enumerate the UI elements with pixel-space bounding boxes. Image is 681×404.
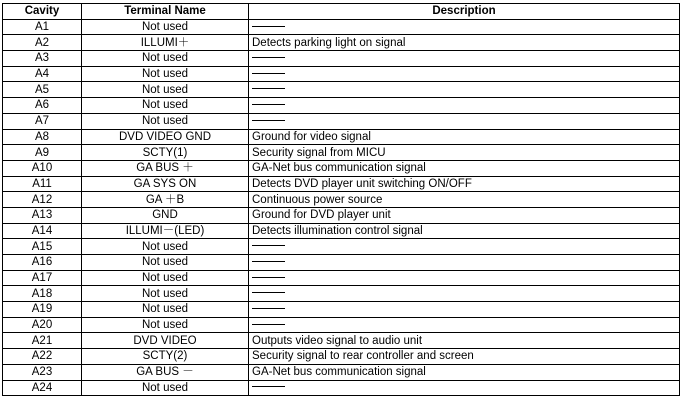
- description-cell: [249, 302, 680, 318]
- empty-dash: [252, 245, 285, 246]
- terminal-name-cell: Not used: [82, 51, 249, 67]
- cavity-cell: A13: [3, 207, 82, 223]
- empty-dash: [252, 386, 285, 387]
- description-cell: [249, 19, 680, 35]
- table-row: [3, 113, 680, 129]
- table-row: [3, 223, 680, 239]
- table-row: [3, 82, 680, 98]
- table-body: [3, 19, 680, 396]
- table-row: [3, 176, 680, 192]
- cavity-cell: A6: [3, 98, 82, 114]
- table-row: [3, 349, 680, 365]
- description-cell: [249, 317, 680, 333]
- terminal-name-cell: ILLUMI－(LED): [82, 223, 249, 239]
- cavity-cell: A5: [3, 82, 82, 98]
- empty-dash: [252, 57, 285, 58]
- description-cell: Detects DVD player unit switching ON/OFF: [249, 176, 680, 192]
- description-cell: Outputs video signal to audio unit: [249, 333, 680, 349]
- table-row: [3, 286, 680, 302]
- cavity-cell: A16: [3, 255, 82, 271]
- terminal-name-cell: ILLUMI＋: [82, 35, 249, 51]
- terminal-name-cell: GA ＋B: [82, 192, 249, 208]
- header-terminal-name: Terminal Name: [82, 4, 249, 20]
- description-cell: GA-Net bus communication signal: [249, 364, 680, 380]
- table-row: [3, 19, 680, 35]
- cavity-cell: A10: [3, 160, 82, 176]
- table-header: [3, 4, 680, 20]
- description-cell: Security signal from MICU: [249, 145, 680, 161]
- cavity-cell: A14: [3, 223, 82, 239]
- description-cell: [249, 82, 680, 98]
- cavity-cell: A4: [3, 66, 82, 82]
- terminal-name-cell: Not used: [82, 82, 249, 98]
- connector-pinout-table: [2, 3, 680, 396]
- terminal-name-cell: Not used: [82, 239, 249, 255]
- cavity-cell: A17: [3, 270, 82, 286]
- empty-dash: [252, 120, 285, 121]
- table-row: [3, 380, 680, 396]
- table-row: [3, 207, 680, 223]
- cavity-cell: A24: [3, 380, 82, 396]
- table-row: [3, 192, 680, 208]
- cavity-cell: A22: [3, 349, 82, 365]
- description-cell: Detects parking light on signal: [249, 35, 680, 51]
- empty-dash: [252, 324, 285, 325]
- cavity-cell: A7: [3, 113, 82, 129]
- table-row: [3, 270, 680, 286]
- description-cell: [249, 380, 680, 396]
- empty-dash: [252, 88, 285, 89]
- terminal-name-cell: Not used: [82, 98, 249, 114]
- table-row: [3, 255, 680, 271]
- empty-dash: [252, 26, 285, 27]
- terminal-name-cell: GND: [82, 207, 249, 223]
- table-row: [3, 129, 680, 145]
- table-row: [3, 302, 680, 318]
- description-cell: [249, 66, 680, 82]
- cavity-cell: A1: [3, 19, 82, 35]
- cavity-cell: A9: [3, 145, 82, 161]
- description-cell: Continuous power source: [249, 192, 680, 208]
- empty-dash: [252, 73, 285, 74]
- description-cell: GA-Net bus communication signal: [249, 160, 680, 176]
- empty-dash: [252, 104, 285, 105]
- cavity-cell: A15: [3, 239, 82, 255]
- empty-dash: [252, 308, 285, 309]
- terminal-name-cell: GA BUS －: [82, 364, 249, 380]
- description-cell: Security signal to rear controller and screen: [249, 349, 680, 365]
- cavity-cell: A2: [3, 35, 82, 51]
- empty-dash: [252, 277, 285, 278]
- terminal-name-cell: Not used: [82, 286, 249, 302]
- terminal-name-cell: Not used: [82, 270, 249, 286]
- table-row: [3, 333, 680, 349]
- description-cell: [249, 270, 680, 286]
- description-cell: [249, 98, 680, 114]
- terminal-name-cell: Not used: [82, 255, 249, 271]
- terminal-name-cell: Not used: [82, 317, 249, 333]
- empty-dash: [252, 292, 285, 293]
- table-row: [3, 239, 680, 255]
- table-row: [3, 98, 680, 114]
- terminal-name-cell: Not used: [82, 19, 249, 35]
- cavity-cell: A12: [3, 192, 82, 208]
- cavity-cell: A23: [3, 364, 82, 380]
- cavity-cell: A3: [3, 51, 82, 67]
- table-row: [3, 364, 680, 380]
- description-cell: [249, 51, 680, 67]
- cavity-cell: A20: [3, 317, 82, 333]
- header-cavity: Cavity: [3, 4, 82, 20]
- empty-dash: [252, 261, 285, 262]
- cavity-cell: A8: [3, 129, 82, 145]
- terminal-name-cell: Not used: [82, 66, 249, 82]
- terminal-name-cell: Not used: [82, 380, 249, 396]
- cavity-cell: A21: [3, 333, 82, 349]
- table-row: [3, 66, 680, 82]
- header-description: Description: [249, 4, 680, 20]
- description-cell: Detects illumination control signal: [249, 223, 680, 239]
- terminal-name-cell: SCTY(1): [82, 145, 249, 161]
- terminal-name-cell: GA BUS ＋: [82, 160, 249, 176]
- terminal-name-cell: SCTY(2): [82, 349, 249, 365]
- cavity-cell: A11: [3, 176, 82, 192]
- terminal-name-cell: DVD VIDEO: [82, 333, 249, 349]
- table-row: [3, 145, 680, 161]
- description-cell: Ground for DVD player unit: [249, 207, 680, 223]
- table-row: [3, 51, 680, 67]
- description-cell: [249, 113, 680, 129]
- terminal-name-cell: Not used: [82, 302, 249, 318]
- table-row: [3, 35, 680, 51]
- description-cell: Ground for video signal: [249, 129, 680, 145]
- table-row: [3, 317, 680, 333]
- table-row: [3, 160, 680, 176]
- terminal-name-cell: GA SYS ON: [82, 176, 249, 192]
- cavity-cell: A18: [3, 286, 82, 302]
- description-cell: [249, 255, 680, 271]
- terminal-name-cell: DVD VIDEO GND: [82, 129, 249, 145]
- header-row: [3, 4, 680, 20]
- terminal-name-cell: Not used: [82, 113, 249, 129]
- description-cell: [249, 239, 680, 255]
- description-cell: [249, 286, 680, 302]
- cavity-cell: A19: [3, 302, 82, 318]
